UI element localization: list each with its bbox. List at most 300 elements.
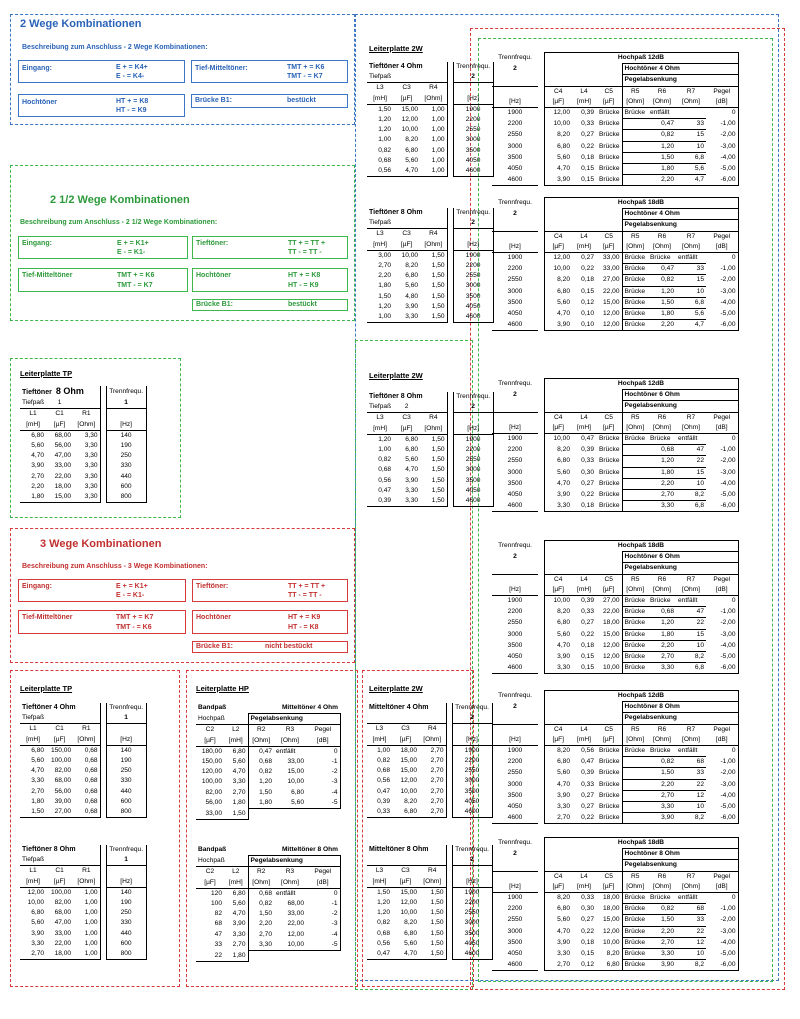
table-cell: 1,00 [73, 887, 100, 898]
table-cell: 56,00 [54, 442, 72, 450]
table-cell: 4,70 [31, 767, 45, 775]
table-cell: 68 [214, 920, 222, 928]
table-cell [248, 809, 274, 820]
table-row [492, 724, 738, 735]
table-cell: C5 [596, 86, 622, 97]
table-cell: Brücke [622, 893, 648, 904]
table-cell: Trennfrequ. [498, 692, 532, 699]
table-cell: 3,90 [224, 919, 248, 929]
table-cell: Trennfrequ. [453, 208, 493, 218]
table-cell: Brücke [598, 109, 620, 117]
table-cell: 0,82 [378, 146, 392, 154]
table-cell: [dB] [706, 882, 738, 893]
table-cell: 1,00 [377, 746, 390, 754]
table-cell: 3000 [507, 630, 523, 638]
value: HT + = K8 [116, 98, 149, 105]
table-cell: Pegel [706, 724, 738, 735]
board-title: Leiterplatte 2W [369, 44, 423, 53]
table-row [367, 496, 493, 507]
table-cell: 4,70 [393, 166, 420, 177]
table-cell: [Ohm] [648, 735, 676, 746]
table-cell: 22 [676, 618, 706, 629]
table-row [20, 461, 146, 471]
table-cell: Tiefpaß [22, 856, 45, 864]
table-row [492, 320, 738, 331]
table-cell: [mH] [20, 420, 46, 431]
table-cell: [Ohm] [419, 877, 446, 888]
table-cell [622, 478, 648, 489]
table-cell [544, 849, 622, 860]
table-cell: -4,00 [706, 478, 738, 489]
table-cell: 5,60 [544, 629, 572, 640]
table-row [367, 866, 492, 877]
table-cell: 1,50 [420, 455, 447, 465]
table-cell: Hochtöner 4 Ohm [622, 209, 738, 220]
table-cell [367, 713, 392, 724]
table-cell: Trennfrequ. [106, 703, 146, 713]
table-row [20, 877, 146, 888]
table-cell: Brücke [648, 893, 676, 904]
table-cell: R6 [657, 575, 667, 583]
table-cell: -4,00 [706, 297, 738, 308]
table-cell: 800 [106, 807, 146, 818]
table-cell: 2,70 [648, 790, 676, 801]
table-cell: 1,50 [420, 271, 447, 281]
value: HT - = K9 [116, 107, 147, 114]
table-row [492, 838, 738, 849]
table-cell: C4 [544, 871, 572, 882]
table-cell: [Hz] [106, 735, 146, 746]
table-cell: 0,12 [572, 960, 596, 971]
table-cell: [µF] [393, 94, 420, 105]
table-cell: [Hz] [492, 242, 538, 253]
table-cell: Hochtöner 8 Ohm [622, 849, 738, 860]
table-cell: R7 [686, 872, 696, 880]
table-cell: -6,00 [706, 960, 738, 971]
table-cell: Brücke [622, 320, 648, 331]
table-cell: 2200 [453, 261, 493, 271]
table-cell: 3,90 [544, 320, 572, 331]
table-cell: 1,20 [648, 456, 676, 467]
table-cell: [Hz] [453, 94, 493, 105]
table-cell: [µF] [46, 735, 73, 746]
table-cell: Mitteltöner 8 Ohm [367, 845, 446, 855]
table-cell: [dB] [706, 242, 738, 253]
table-row [20, 929, 146, 939]
table-cell: [µF] [393, 424, 420, 435]
table-cell: 0,68 [73, 797, 100, 807]
value: E + = K4+ [116, 64, 148, 71]
table-cell: 2200 [452, 756, 492, 766]
table-cell: 3,30 [544, 501, 572, 512]
table-cell: 4,70 [224, 909, 248, 919]
table-cell: 1900 [507, 894, 523, 902]
table-cell: [µF] [544, 735, 572, 746]
table-row [367, 877, 492, 888]
table-row [492, 871, 738, 882]
table-cell: -2,00 [706, 130, 738, 141]
table-cell: Pegel [706, 86, 738, 97]
connection-box [191, 94, 348, 108]
table-cell: Tieftöner 8 Ohm [367, 208, 447, 218]
table-cell: 15,00 [602, 298, 620, 306]
table-row [492, 175, 738, 186]
table-cell: R5 [622, 871, 648, 882]
table-cell: 2200 [507, 608, 523, 616]
table-cell: Tiefpaß [369, 403, 392, 411]
table-cell: L4 [572, 871, 596, 882]
table-cell: 33 [676, 915, 706, 926]
table-cell: 0,68 [73, 776, 100, 786]
table-cell: Brücke [622, 652, 648, 663]
table-cell: [dB] [706, 423, 738, 434]
table-cell: 6,80 [404, 929, 417, 937]
connection-box [18, 94, 185, 117]
table-cell: 100 [210, 900, 222, 908]
table-row [20, 887, 146, 898]
table-row [492, 467, 738, 478]
table-cell: 0,18 [572, 501, 596, 512]
table-row [367, 281, 493, 291]
table-cell: entfällt [676, 893, 706, 904]
table-cell: 2 [513, 553, 517, 561]
value: TMT + = K6 [117, 272, 155, 279]
label: Hochtöner [22, 99, 57, 106]
table-row [20, 745, 146, 756]
value: TT - = TT - [288, 592, 322, 599]
table-cell: 440 [106, 787, 146, 797]
table-row [367, 125, 493, 135]
table-cell: [Ohm] [676, 882, 706, 893]
table-cell: 3000 [452, 918, 492, 928]
table-cell: 0,15 [572, 663, 596, 674]
table-row [367, 424, 493, 435]
table-cell [492, 231, 538, 242]
table-row [367, 787, 492, 797]
table-cell: 1,50 [419, 898, 446, 908]
table-cell: 0,47 [259, 747, 272, 755]
table-cell: 2,70 [20, 949, 46, 960]
table-cell: 6,80 [405, 435, 419, 443]
table-cell: 1,50 [259, 910, 272, 918]
table-cell: 2,20 [31, 482, 45, 490]
table-cell: [Hz] [453, 424, 493, 435]
table-cell [544, 860, 622, 871]
table-cell: Pegelabsenkung [248, 856, 340, 867]
table-cell: 47,00 [54, 452, 72, 460]
table-cell: 33,00 [287, 910, 304, 918]
table-cell [492, 412, 538, 423]
table-row [367, 855, 492, 866]
table-cell [452, 724, 492, 735]
table-cell: 3000 [452, 776, 492, 786]
table-cell: 3,30 [648, 949, 676, 960]
table-cell: Hochpaß 12dB [544, 379, 738, 390]
table-cell: 10,00 [544, 119, 572, 130]
table-row [367, 83, 493, 94]
table-cell: 4600 [453, 312, 493, 323]
table-row [20, 441, 146, 451]
table-row [492, 164, 738, 175]
table-cell: 2,20 [648, 640, 676, 651]
table-cell: 0,56 [581, 747, 594, 755]
table-cell: 8,2 [676, 652, 706, 663]
table-cell: 33,00 [602, 254, 620, 262]
table-cell: 2550 [452, 766, 492, 776]
table-row [367, 72, 493, 83]
table-cell: [µF] [596, 585, 622, 596]
table-cell: R1 [73, 724, 100, 735]
table-cell: Hochtöner 6 Ohm [622, 390, 738, 401]
table-cell: 1,50 [224, 809, 248, 820]
table-row [20, 482, 146, 492]
table-cell: 120 [210, 889, 222, 897]
table-cell: L2 [224, 867, 248, 878]
table-cell: Trennfrequ. [498, 199, 532, 206]
table-cell: 4,70 [544, 779, 572, 790]
filter-table [367, 845, 493, 960]
table-cell [622, 813, 648, 824]
table-cell: 0,33 [581, 894, 594, 902]
table-cell: 33,00 [196, 809, 224, 820]
table-row [20, 939, 146, 949]
table-cell [248, 951, 274, 962]
table-cell: -5 [306, 940, 340, 951]
table-cell: entfällt [276, 747, 296, 755]
table-cell: 1,20 [648, 141, 676, 152]
table-cell: 2 [453, 402, 493, 413]
table-cell: C4 [544, 412, 572, 423]
table-cell: R1 [73, 866, 100, 877]
table-cell: [Ohm] [274, 878, 306, 889]
table-cell: Mitteltöner 8 Ohm [281, 846, 338, 853]
table-cell: 4050 [452, 797, 492, 807]
table-cell: 1,00 [73, 908, 100, 918]
table-cell: Brücke [598, 791, 620, 799]
table-cell: 10 [676, 141, 706, 152]
table-cell: 47 [214, 930, 222, 938]
table-cell: 18,00 [54, 482, 72, 490]
table-row [367, 887, 492, 898]
table-cell: [Ohm] [622, 423, 648, 434]
table-cell [393, 72, 420, 83]
table-cell: 1900 [507, 109, 523, 117]
table-cell: Brücke [622, 926, 648, 937]
table-row [20, 386, 146, 398]
table-cell: [dB] [306, 878, 340, 889]
table-cell [453, 413, 493, 424]
table-cell: 1900 [507, 435, 523, 443]
table-cell: 0,47 [378, 486, 392, 494]
table-row [367, 104, 493, 115]
table-cell: 6,80 [544, 618, 572, 629]
table-cell: -3,00 [706, 926, 738, 937]
table-cell: -2,00 [706, 915, 738, 926]
table-row [20, 807, 146, 818]
table-cell: 600 [106, 939, 146, 949]
table-row [367, 229, 493, 240]
table-row [492, 860, 738, 871]
table-row [492, 75, 738, 86]
table-cell [622, 802, 648, 813]
table-cell: 4,70 [392, 949, 419, 960]
table-cell: 6,80 [224, 746, 248, 757]
table-cell [544, 563, 622, 574]
table-cell: 0,39 [581, 446, 594, 454]
table-cell: 10,00 [401, 126, 419, 134]
table-cell: 3,30 [73, 492, 100, 503]
table-cell: L4 [572, 574, 596, 585]
table-cell: 2,70 [648, 490, 676, 501]
filter-table [20, 386, 147, 503]
table-cell: 33,00 [54, 929, 72, 937]
table-row [367, 292, 493, 302]
table-cell: 3,90 [31, 929, 45, 937]
table-cell: 150,00 [201, 758, 222, 766]
table-cell: Brücke [622, 108, 648, 119]
table-row [492, 640, 738, 651]
table-row [20, 724, 146, 735]
table-cell [492, 574, 538, 585]
table-cell: [Hz] [492, 97, 538, 108]
table-cell: 0,27 [581, 254, 594, 262]
board-title: Leiterplatte TP [20, 369, 73, 378]
table-row [367, 908, 492, 918]
table-cell: 3500 [507, 298, 523, 306]
value: TT + = TT + [288, 583, 326, 590]
table-cell: 1,80 [20, 492, 46, 503]
table-cell [453, 83, 493, 94]
table-cell: 1,50 [378, 292, 392, 300]
table-cell: -3,00 [706, 779, 738, 790]
table-cell: R3 [274, 867, 306, 878]
table-cell: 1,50 [377, 888, 390, 896]
table-row [196, 703, 340, 714]
table-cell: 3,30 [73, 451, 100, 461]
table-row [492, 926, 738, 937]
table-row [367, 745, 492, 756]
table-cell: Brücke [622, 915, 648, 926]
table-cell: 15 [676, 130, 706, 141]
table-cell [452, 866, 492, 877]
table-cell: 82,00 [54, 767, 72, 775]
table-cell: 3,30 [405, 486, 419, 494]
table-cell: -1 [306, 899, 340, 909]
table-row [492, 652, 738, 663]
table-row [492, 757, 738, 768]
table-cell: [µF] [596, 735, 622, 746]
table-cell: 4,70 [544, 164, 572, 175]
table-row [492, 541, 738, 552]
table-cell: Brücke [598, 131, 620, 139]
table-cell: [mH] [20, 877, 46, 888]
table-row [367, 312, 493, 323]
table-cell: -5,00 [706, 164, 738, 175]
table-cell: 4600 [492, 175, 538, 186]
table-cell: 1,00 [73, 898, 100, 908]
table-cell: -4,00 [706, 640, 738, 651]
section-title-25wege: 2 1/2 Wege Kombinationen [50, 194, 190, 206]
table-cell: Brücke [598, 803, 620, 811]
table-cell: 10,00 [596, 663, 622, 674]
table-cell: 2550 [507, 276, 523, 284]
table-cell: 2,70 [31, 787, 45, 795]
table-row [20, 756, 146, 766]
table-row [492, 552, 738, 563]
filter-table [20, 845, 147, 960]
table-row [20, 451, 146, 461]
table-cell: 6,80 [31, 909, 45, 917]
table-cell: Brücke [622, 949, 648, 960]
table-cell: 18,00 [46, 949, 73, 960]
table-row [367, 271, 493, 281]
table-cell: 22,00 [54, 939, 72, 947]
table-cell: 2,70 [419, 807, 446, 818]
table-cell: C3 [393, 413, 420, 424]
table-cell: [Hz] [452, 877, 492, 888]
table-cell: 1,00 [73, 949, 100, 960]
table-cell: 4,70 [544, 640, 572, 651]
table-cell: 5,60 [224, 757, 248, 767]
table-cell: 3500 [452, 929, 492, 939]
table-cell: C3 [392, 866, 419, 877]
table-cell: 3000 [507, 927, 523, 935]
table-cell [676, 108, 706, 119]
table-cell: Bandpaß [198, 846, 227, 854]
table-row [20, 398, 146, 409]
table-cell: 1,50 [648, 768, 676, 779]
table-cell: 6,80 [392, 807, 419, 818]
table-cell: 4600 [492, 813, 538, 824]
value: TT - = TT - [288, 249, 322, 256]
table-cell: 0,68 [378, 466, 392, 474]
highpass-table [492, 690, 739, 824]
table-cell: 10,00 [400, 787, 417, 795]
table-cell: 3500 [507, 153, 523, 161]
table-cell: 5,60 [544, 467, 572, 478]
table-cell: 15,00 [400, 888, 417, 896]
table-cell: 0,15 [581, 287, 594, 295]
table-cell [419, 855, 446, 866]
table-row [367, 939, 492, 949]
table-cell: L4 [572, 724, 596, 735]
table-row [196, 940, 340, 951]
table-cell: [µF] [596, 882, 622, 893]
table-cell: [µF] [392, 735, 419, 746]
table-cell: -6,00 [706, 813, 738, 824]
table-cell: 0,27 [581, 916, 594, 924]
table-cell: 33,00 [602, 265, 620, 273]
table-row [20, 898, 146, 908]
table-cell: 0,22 [581, 927, 594, 935]
table-cell: Brücke [598, 165, 620, 173]
table-row [367, 797, 492, 807]
table-row [492, 152, 738, 163]
table-cell: [Ohm] [648, 882, 676, 893]
table-cell: R7 [686, 232, 696, 240]
table-cell: -6,00 [706, 663, 738, 674]
table-cell: Pegelabsenkung [622, 401, 738, 412]
table-cell: entfällt [648, 108, 676, 119]
table-row [492, 86, 738, 97]
table-cell: [mH] [572, 423, 596, 434]
label: Brücke B1: [195, 97, 232, 104]
table-cell: -3 [306, 777, 340, 787]
table-cell: 4050 [453, 302, 493, 312]
table-cell: -1,00 [706, 757, 738, 768]
table-cell: 3000 [453, 281, 493, 291]
table-cell: 56,00 [205, 799, 222, 807]
